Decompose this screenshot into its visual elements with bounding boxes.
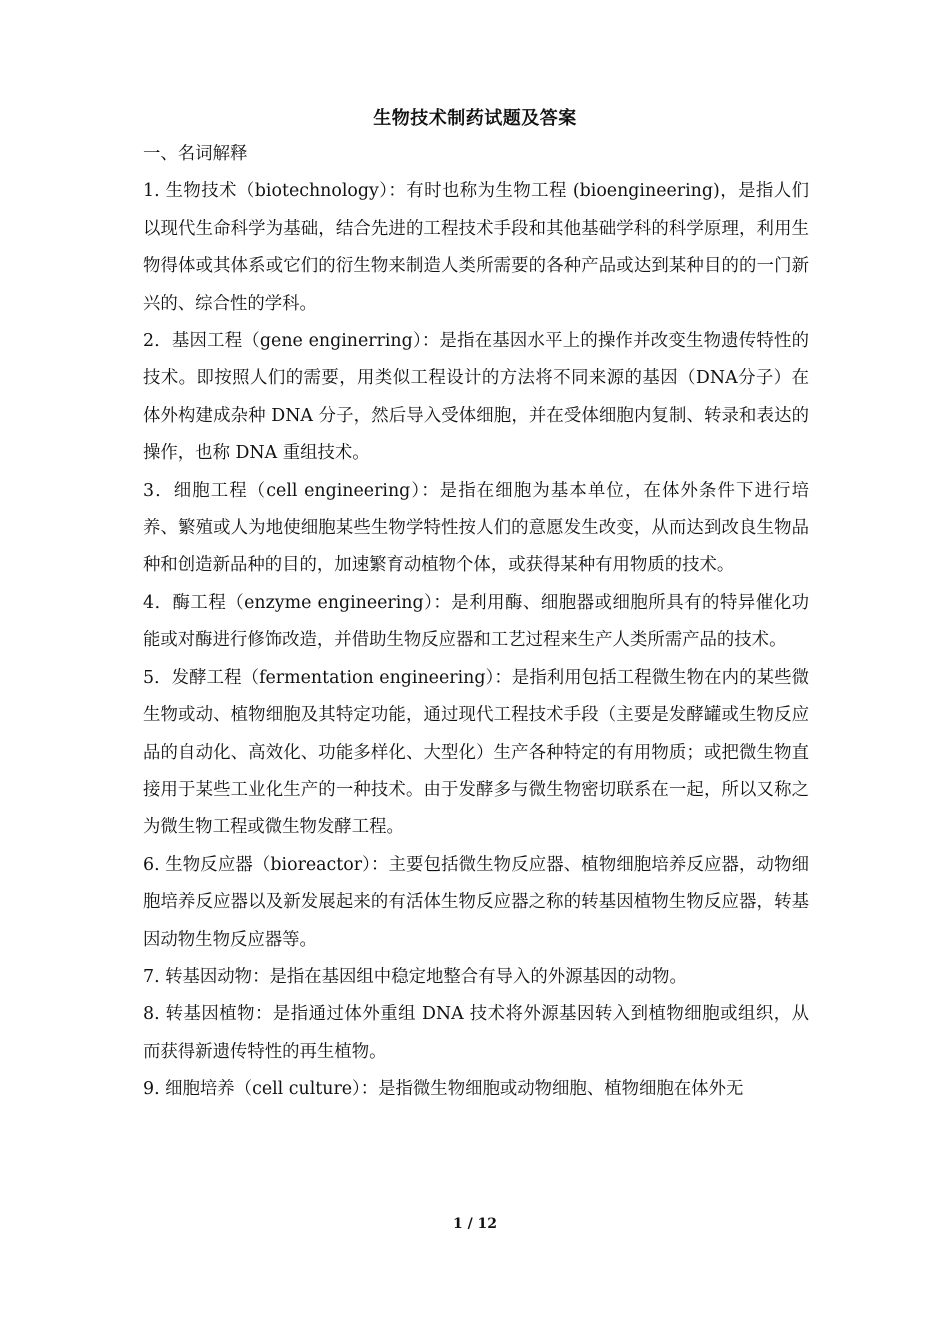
definition-paragraph: 5．发酵工程（fermentation engineering）：是指利用包括工程微生物在内的某些微生物或动、植物细胞及其特定功能，通过现代工程技术手段（主要是发酵罐或生物反应品的自动化、高效化、功能多样化、大型化）生产各种特定的有用物质；或把微生物直接用于某些工业化生产的一种技术。由于发酵多与微生物密切联系在一起，所以又称之为微生物工程或微生物发酵工程。 — [143, 667, 809, 838]
definition-paragraph: 9. 细胞培养（cell culture）：是指微生物细胞或动物细胞、植物细胞在体外无 — [143, 1079, 744, 1100]
definition-paragraph: 7. 转基因动物：是指在基因组中稳定地整合有导入的外源基因的动物。 — [143, 966, 687, 987]
definition-paragraph: 3．细胞工程（cell engineering）：是指在细胞为基本单位，在体外条件下进行培养、繁殖或人为地使细胞某些生物学特性按人们的意愿发生改变，从而达到改良生物品种和创造新品种的目的，加速繁育动植物个体，或获得某种有用物质的技术。 — [143, 480, 809, 576]
page-number: 1 / 12 — [452, 1216, 498, 1232]
definition-paragraph: 4．酶工程（enzyme engineering）：是利用酶、细胞器或细胞所具有的特异催化功能或对酶进行修饰改造，并借助生物反应器和工艺过程来生产人类所需产品的技术。 — [143, 592, 809, 651]
document-title: 生物技术制药试题及答案 — [373, 108, 577, 129]
document-body — [143, 136, 809, 1109]
definition-paragraph: 2．基因工程（gene enginerring）：是指在基因水平上的操作并改变生物遗传特性的技术。即按照人们的需要，用类似工程设计的方法将不同来源的基因（DNA分子）在体外构建成杂种 DNA 分子，然后导入受体细胞，并在受体细胞内复制、转录和表达的操作，也称 DNA 重组技术。 — [143, 331, 809, 464]
definition-paragraph: 6. 生物反应器（bioreactor）：主要包括微生物反应器、植物细胞培养反应器，动物细胞培养反应器以及新发展起来的有活体生物反应器之称的转基因植物生物反应器，转基因动物生物反应器等。 — [143, 854, 809, 950]
definition-paragraph: 8. 转基因植物：是指通过体外重组 DNA 技术将外源基因转入到植物细胞或组织，从而获得新遗传特性的再生植物。 — [143, 1004, 809, 1062]
section-heading: 一、名词解释 — [143, 144, 248, 164]
definition-paragraph: 1. 生物技术（biotechnology）：有时也称为生物工程 (bioengineering)，是指人们以现代生命科学为基础，结合先进的工程技术手段和其他基础学科的科学原理，利用生物得体或其体系或它们的衍生物来制造人类所需要的各种产品或达到某种目的的一门新兴的、综合性的学科。 — [143, 181, 809, 314]
